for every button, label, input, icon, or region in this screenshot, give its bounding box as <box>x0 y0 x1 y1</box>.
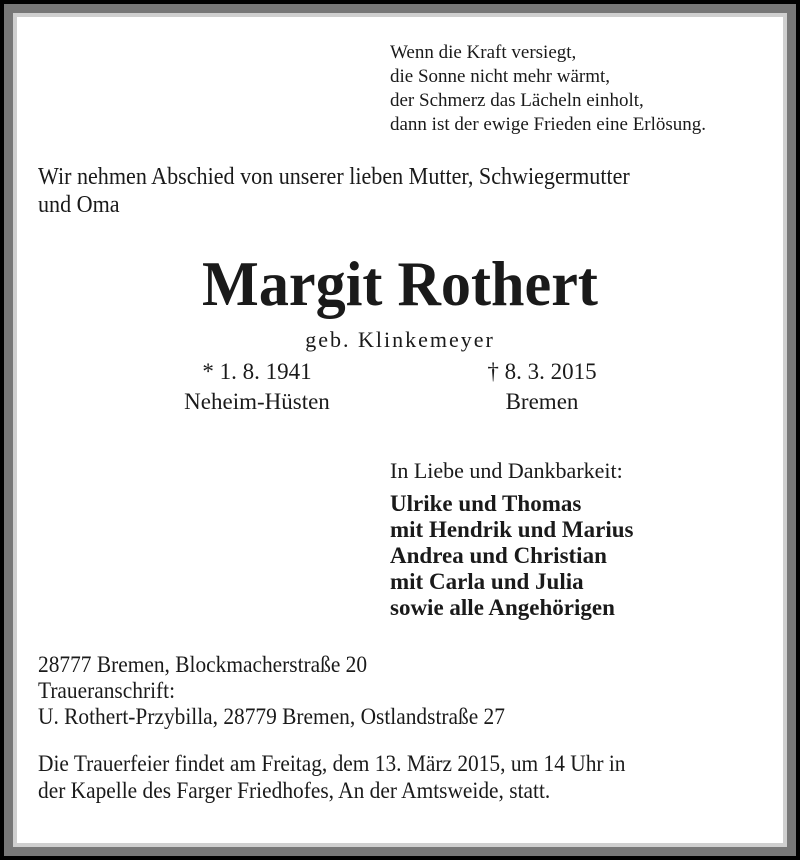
intro-line: und Oma <box>38 192 120 218</box>
mourners-heading: In Liebe und Dankbarkeit: <box>390 458 623 483</box>
mourners-list <box>390 491 633 621</box>
obituary-notice <box>17 17 783 843</box>
poem <box>390 41 706 137</box>
mourner-line: Ulrike und Thomas <box>390 491 582 516</box>
poem-line: die Sonne nicht mehr wärmt, <box>390 66 611 87</box>
mourner-line: sowie alle Angehörigen <box>390 595 615 620</box>
home-address: 28777 Bremen, Blockmacherstraße 20 <box>38 652 368 677</box>
mourner-line: mit Carla und Julia <box>390 569 584 594</box>
ceremony-info <box>38 750 625 804</box>
poem-line: dann ist der ewige Frieden eine Erlösung. <box>390 114 707 135</box>
intro-text <box>38 163 719 219</box>
mourner-line: mit Hendrik und Marius <box>390 517 634 542</box>
birth-place: Neheim-Hüsten <box>184 389 330 414</box>
condolence-address: U. Rothert-Przybilla, 28779 Bremen, Ostlandstraße 27 <box>38 704 505 729</box>
birth-info <box>157 357 357 417</box>
intro-line: Wir nehmen Abschied von unserer lieben Mutter, Schwiegermutter <box>38 164 630 190</box>
death-date: † 8. 3. 2015 <box>487 359 597 384</box>
birth-date: * 1. 8. 1941 <box>202 359 312 384</box>
condolence-address-label: Traueranschrift: <box>38 678 176 703</box>
deceased-name: Margit Rothert <box>202 248 598 319</box>
death-place: Bremen <box>505 389 579 414</box>
maiden-name: geb. Klinkemeyer <box>305 327 495 352</box>
address-block <box>38 652 505 730</box>
death-info <box>442 357 642 417</box>
mourner-line: Andrea und Christian <box>390 543 607 568</box>
ceremony-line: Die Trauerfeier findet am Freitag, dem 13. März 2015, um 14 Uhr in <box>38 751 626 776</box>
ceremony-line: der Kapelle des Farger Friedhofes, An der Amtsweide, statt. <box>38 778 551 803</box>
poem-line: Wenn die Kraft versiegt, <box>390 42 577 63</box>
obituary-frame-outer <box>4 4 796 856</box>
obituary-frame-inner <box>13 13 787 847</box>
poem-line: der Schmerz das Lächeln einholt, <box>390 90 644 111</box>
